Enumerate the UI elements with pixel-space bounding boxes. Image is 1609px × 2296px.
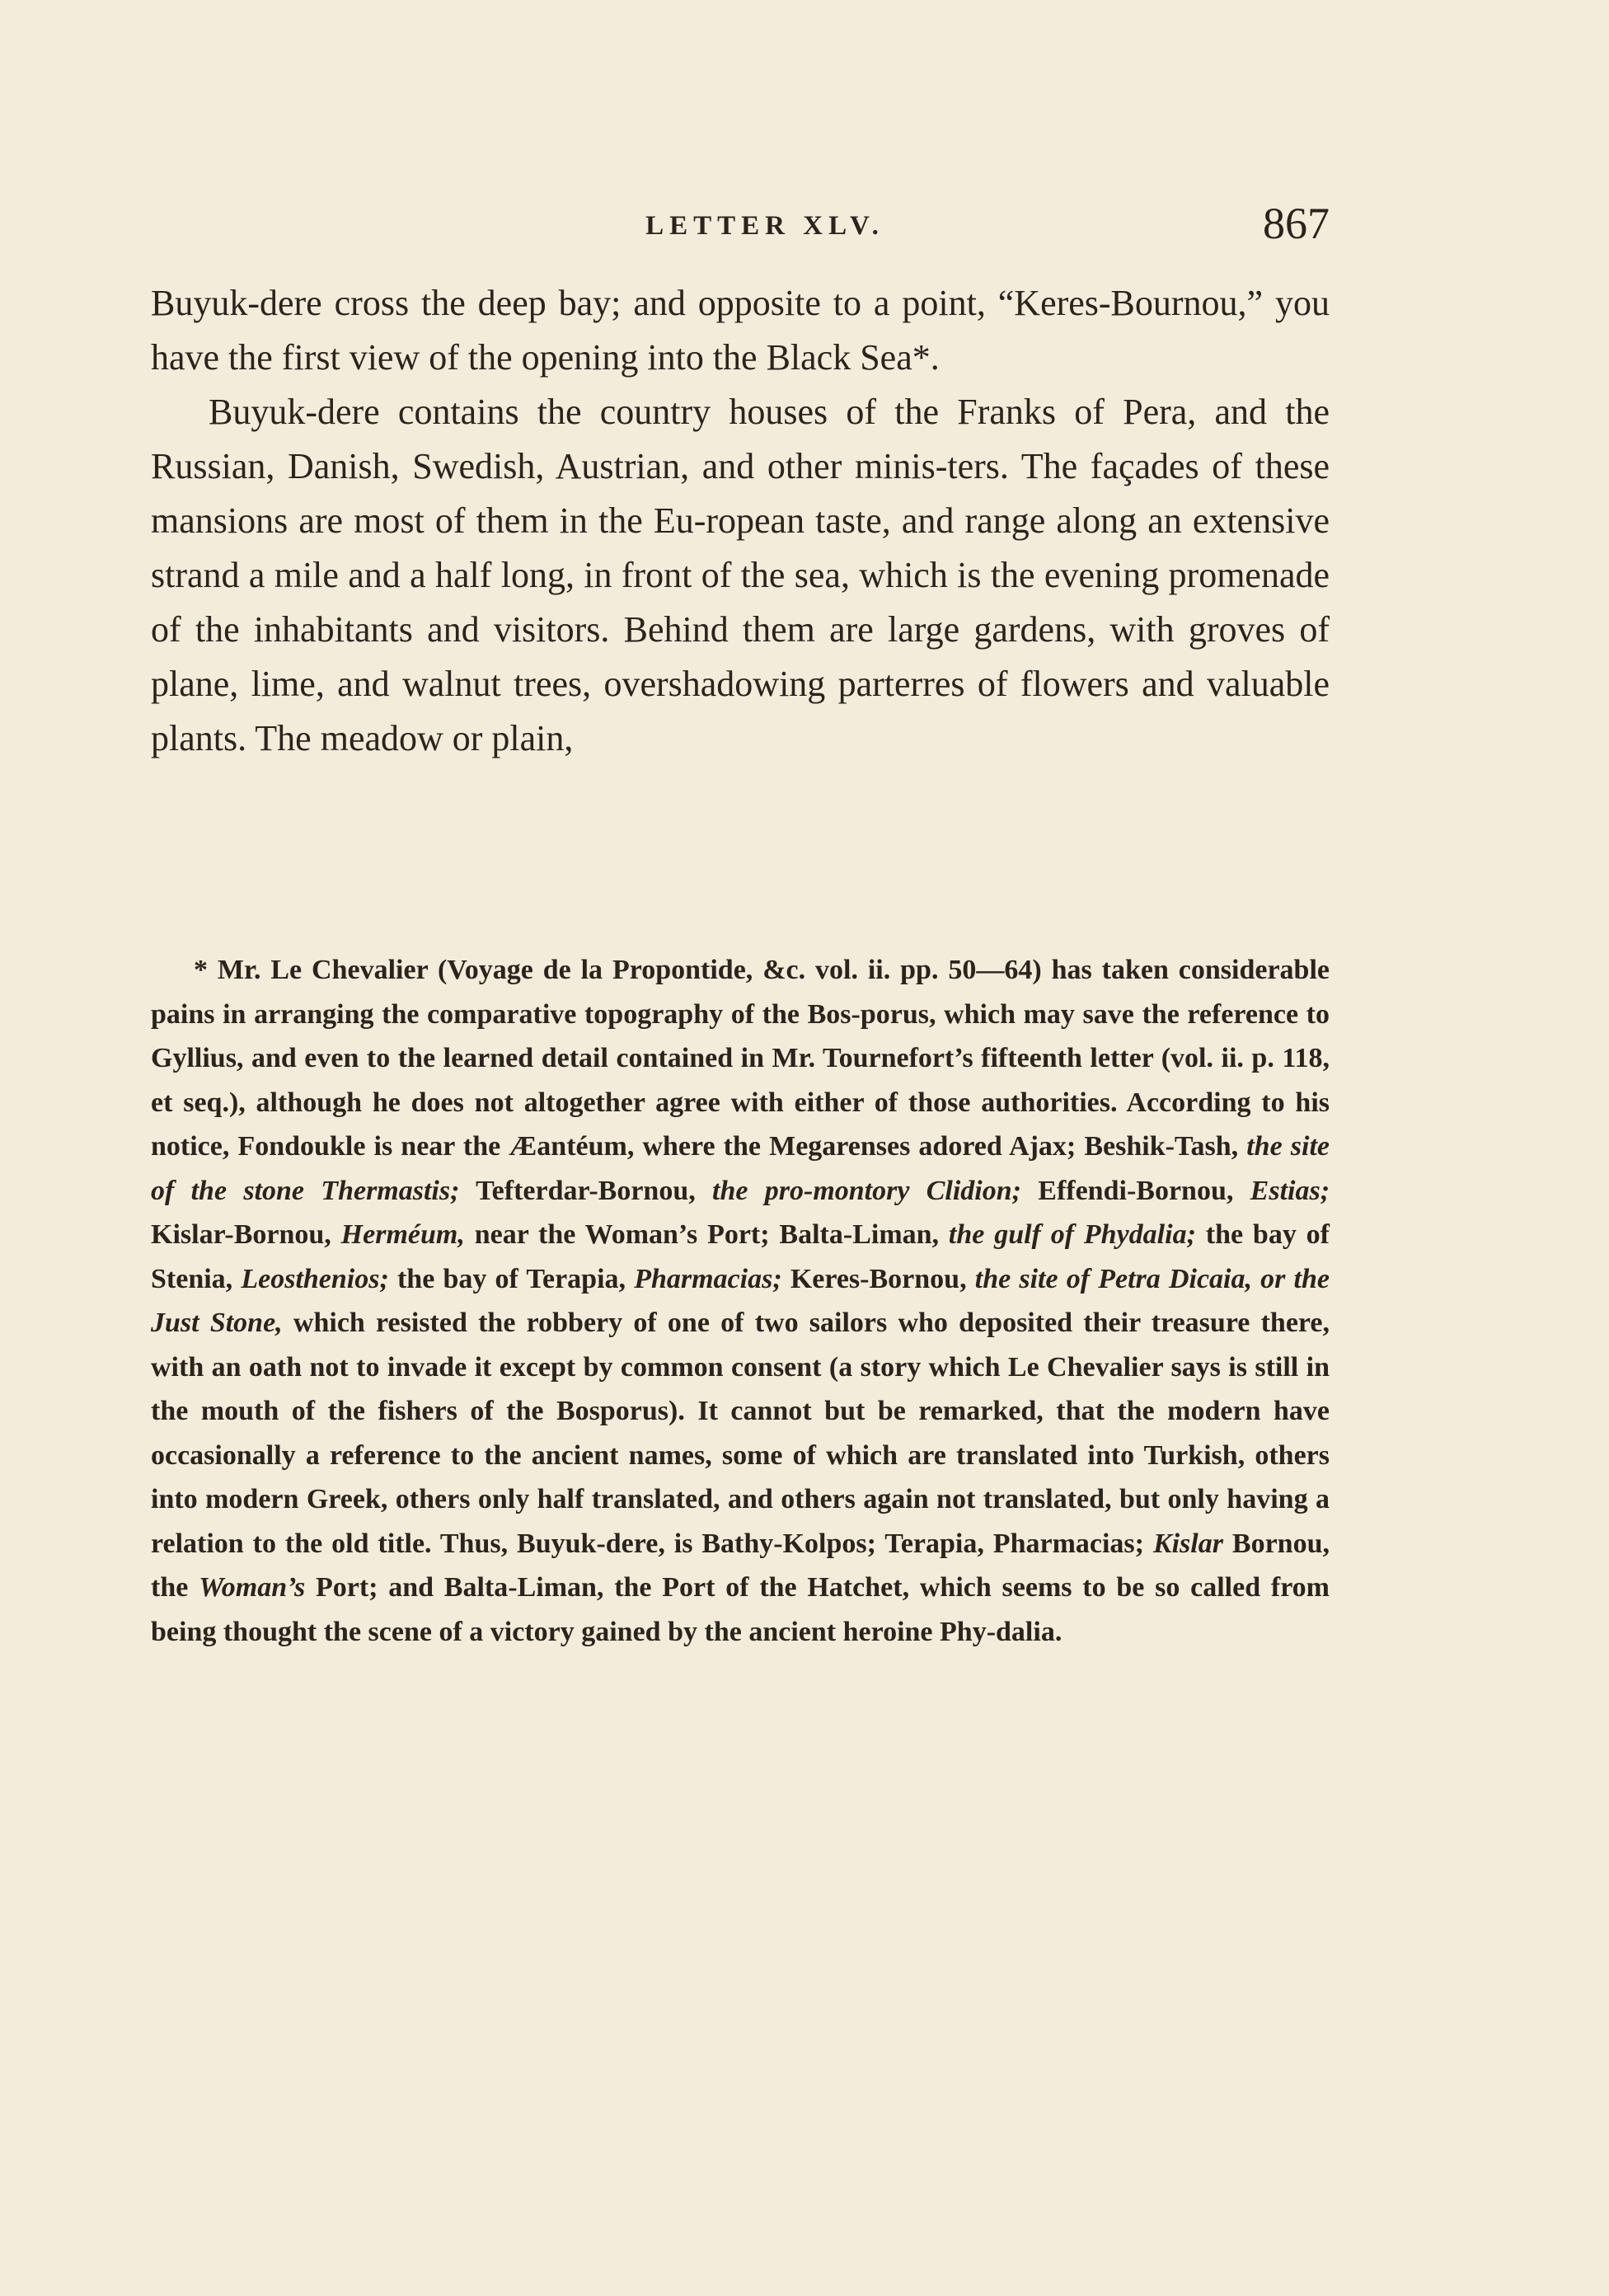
footnote-text: the bay of Terapia, [388, 1263, 635, 1294]
footnote-text: which resisted the robbery of one of two sailors who deposited their treasure there, with an oath not to invade it except by common consent (a story which Le Chevalier says is still in the mouth of the fishers of the Bosporus). It cannot but be remarked, that the modern have occasionally a reference to the ancient names, some of which are translated into Turkish, others into modern Greek, others only half translated, and others again not translated, but only having a relation to the old title. Thus, Buyuk-dere, is Bathy-Kolpos; Terapia, Pharmacias; [151, 1308, 1330, 1559]
main-text [151, 276, 1330, 766]
footnote-text: Kislar-Bornou, [151, 1219, 341, 1250]
paragraph-2: Buyuk-dere contains the country houses of the Franks of Pera, and the Russian, Danish, Swedish, Austrian, and other minis-ters. The façades of these mansions are most of them in the Eu-ropean taste, and range along an extensive strand a mile and a half long, in front of the sea, which is the evening promenade of the inhabitants and visitors. Behind them are large gardens, with groves of plane, lime, and walnut trees, overshadowing parterres of flowers and valuable plants. The meadow or plain, [151, 392, 1330, 758]
footnote [151, 948, 1330, 1654]
footnote-italic: the site of the stone Thermastis; [151, 1131, 1330, 1206]
running-head [151, 198, 1330, 256]
footnote-text: Port; and Balta-Liman, the Port of the Hatchet, which seems to be so called from being thought the scene of a victory gained by the ancient heroine Phy-dalia. [151, 1572, 1330, 1647]
footnote-text: * Mr. Le Chevalier (Voyage de la Propontide, &c. vol. ii. pp. 50—64) has taken considerable pains in arranging the comparative topography of the Bos-porus, which may save the reference to Gyllius, and even to the learned detail contained in Mr. Tournefort’s fifteenth letter (vol. ii. p. 118, et seq.), although he does not altogether agree with either of those authorities. According to his notice, Fondoukle is near the Æantéum, where the Megarenses adored Ajax; Beshik-Tash, [151, 955, 1330, 1162]
footnote-text: the bay of Stenia, [151, 1219, 1330, 1294]
footnote-italic: the site of Petra Dicaia, or the Just Stone, [151, 1263, 1330, 1338]
footnote-italic: Kislar [1152, 1528, 1223, 1559]
running-title: LETTER XLV. [645, 211, 884, 241]
page-number: 867 [1263, 199, 1330, 248]
footnote-italic: Woman’s [199, 1572, 306, 1603]
footnote-text: Tefterdar-Bornou, [459, 1175, 713, 1206]
footnote-text: near the Woman’s Port; Balta-Liman, [464, 1219, 949, 1250]
footnote-italic: the pro-montory Clidion; [712, 1175, 1021, 1206]
footnote-italic: the gulf of Phydalia; [948, 1219, 1196, 1250]
paragraph-1: Buyuk-dere cross the deep bay; and opposite to a point, “Keres-Bournou,” you have the first view of the opening into the Black Sea*. [151, 283, 1330, 378]
footnote-text: Keres-Bornou, [781, 1263, 975, 1294]
footnote-text: Effendi-Bornou, [1020, 1175, 1250, 1206]
footnote-text: Bornou, the [151, 1528, 1330, 1603]
footnote-italic: Pharmacias; [634, 1263, 782, 1294]
footnote-italic: Leosthenios; [241, 1263, 389, 1294]
footnote-italic: Estias; [1250, 1175, 1330, 1206]
footnote-italic: Herméum, [340, 1219, 465, 1250]
footnote-paragraph [151, 948, 1330, 1654]
